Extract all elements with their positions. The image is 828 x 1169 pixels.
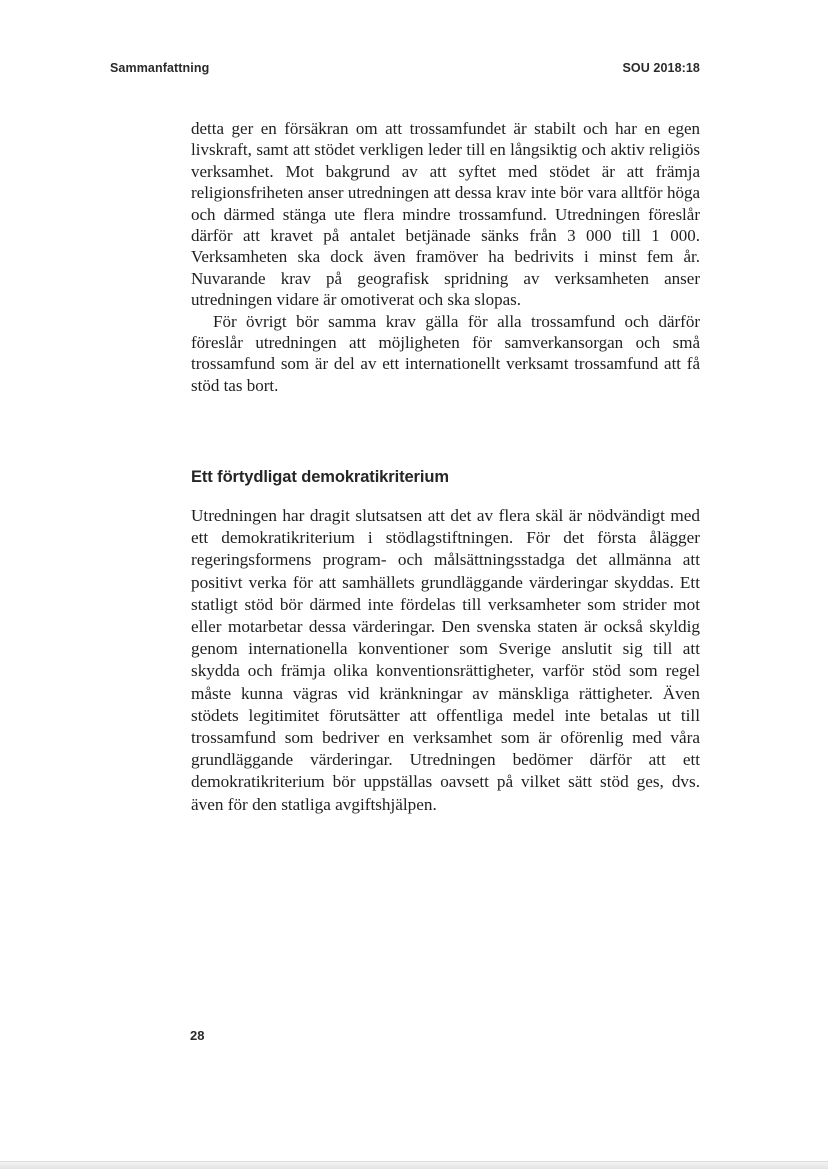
running-head-section-title: Sammanfattning	[110, 61, 210, 75]
paragraph: För övrigt bör samma krav gälla för alla trossamfund och därför föreslår utredningen att möjligheten för samverkansorgan och små trossamfund som är del av ett internationellt verksamt trossamfund att få stöd tas bort.	[191, 311, 700, 395]
page-number: 28	[190, 1028, 205, 1043]
scan-edge-divider	[0, 1161, 828, 1169]
section-heading: Ett förtydligat demokratikriterium	[191, 468, 449, 486]
running-head-document-id: SOU 2018:18	[622, 61, 700, 75]
body-text-part1	[191, 118, 700, 396]
body-text-section	[191, 505, 700, 816]
paragraph: Utredningen har dragit slutsatsen att det av flera skäl är nödvändigt med ett demokratikriterium i stödlagstiftningen. För det första ålägger regeringsformens program- och målsättningsstadga det allmänna att positivt verka för att samhällets grundläggande värderingar skyddas. Ett statligt stöd bör därmed inte fördelas till verksamheter som strider mot eller motarbetar dessa värderingar. Den svenska staten är också skyldig genom internationella konventioner som Sverige anslutit sig till att skydda och främja olika konventionsrättigheter, varför stöd som regel måste kunna vägras vid kränkningar av mänskliga rättigheter. Även stödets legitimitet förutsätter att offentliga medel inte betalas ut till trossamfund som bedriver en verksamhet som är oförenlig med våra grundläggande värderingar. Utredningen bedömer därför att ett demokratikriterium bör uppställas oavsett på vilket sätt stöd ges, dvs. även för den statliga avgiftshjälpen.	[191, 506, 700, 814]
paragraph: detta ger en försäkran om att trossamfundet är stabilt och har en egen livskraft, samt att stödet verkligen leder till en långsiktig och aktiv religiös verksamhet. Mot bakgrund av att syftet med stödet är att främja religionsfriheten anser utredningen att dessa krav inte bör vara alltför höga och därmed stänga ute flera mindre trossamfund. Utredningen föreslår därför att kravet på antalet betjänade sänks från 3 000 till 1 000. Verksamheten ska dock även framöver ha bedrivits i minst fem år. Nuvarande krav på geografisk spridning av verksamheten anser utredningen vidare är omotiverat och ska slopas.	[191, 119, 700, 310]
